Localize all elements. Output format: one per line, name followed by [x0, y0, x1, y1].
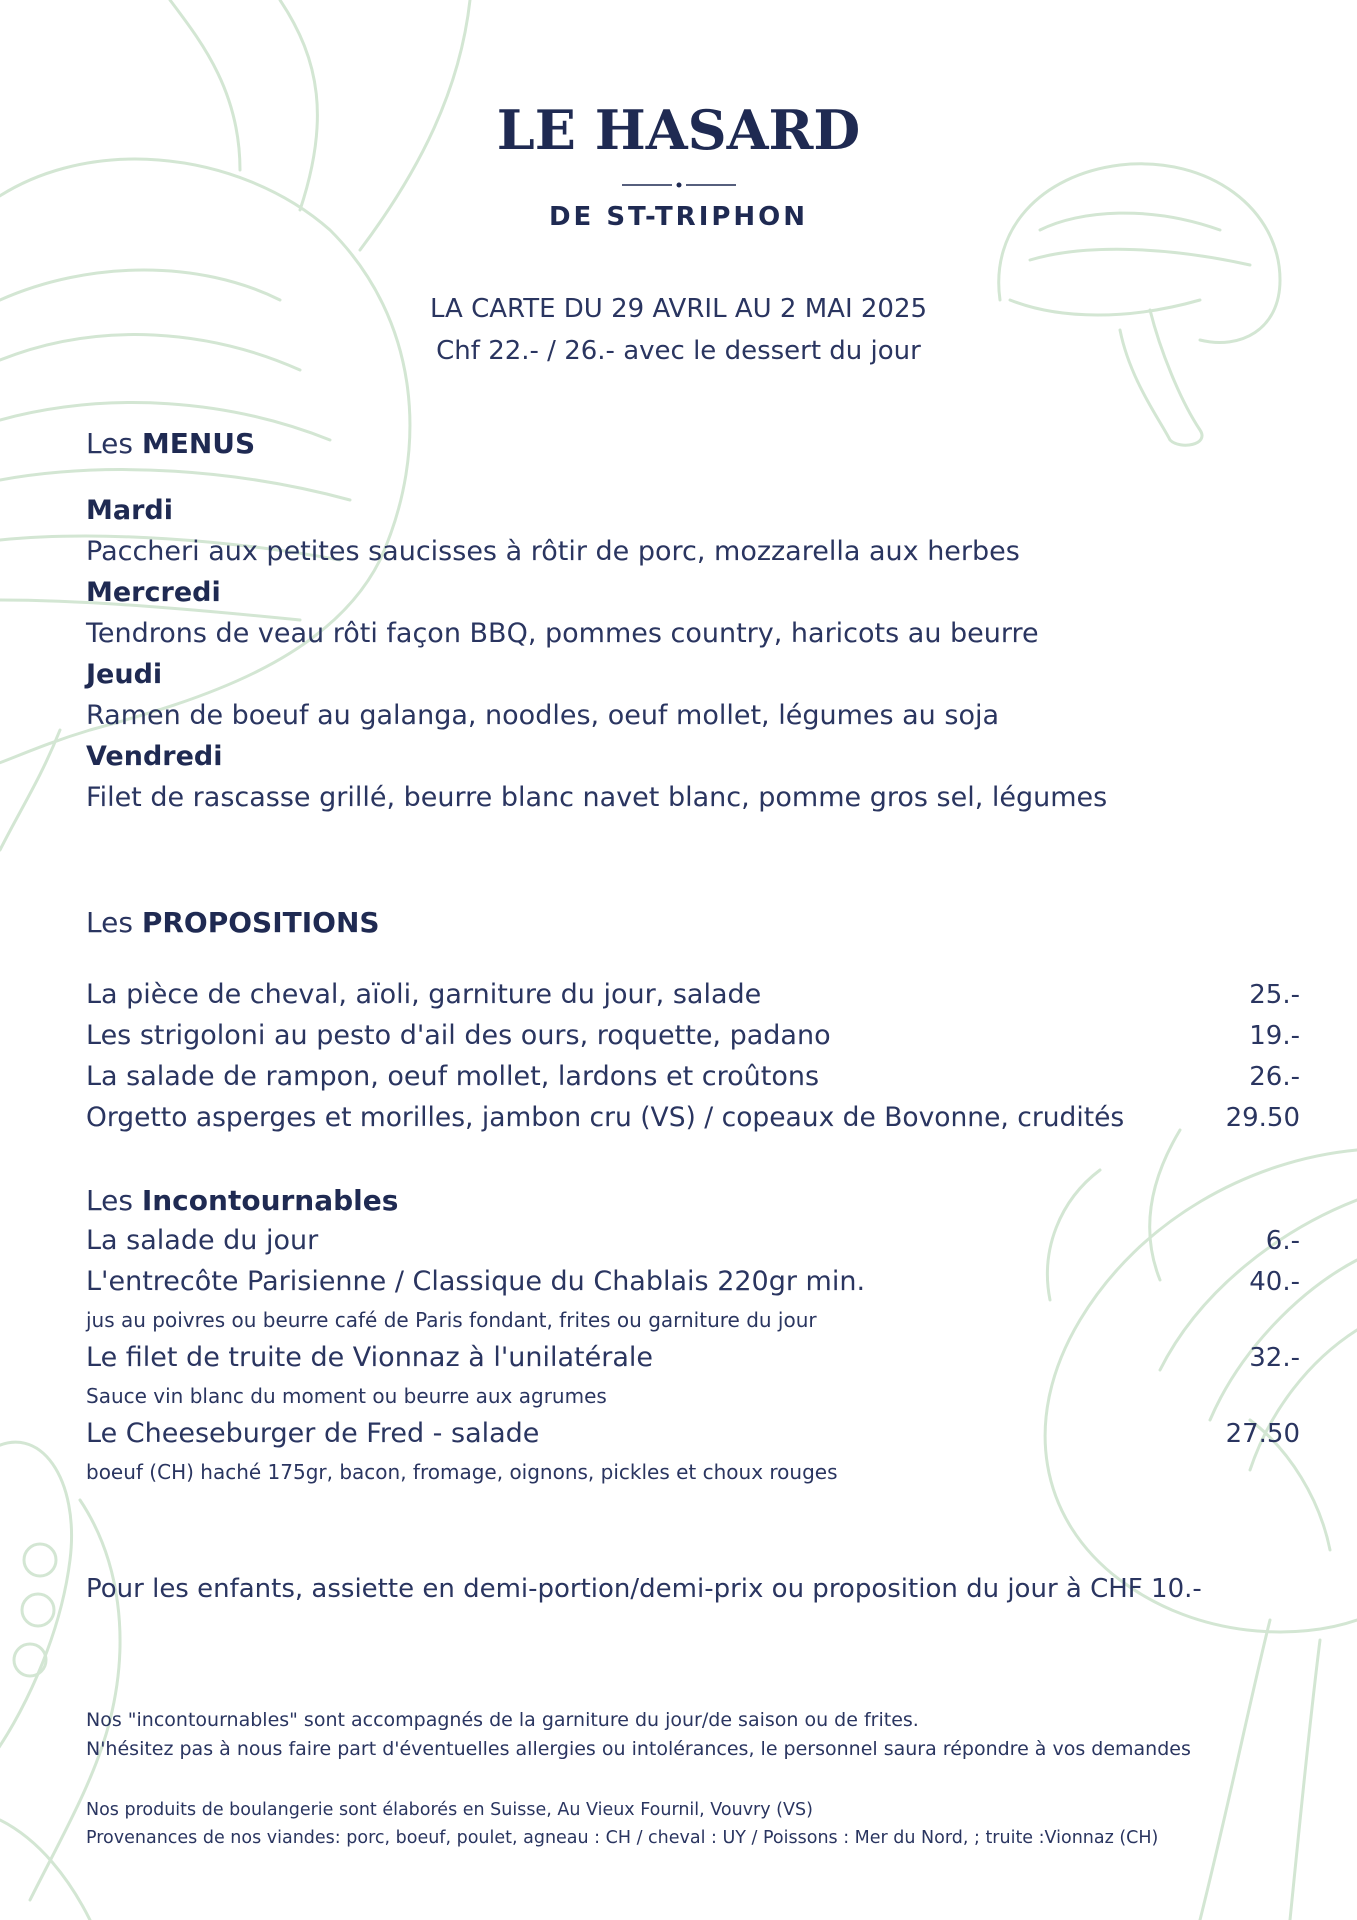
proposition-name: La salade de rampon, oeuf mollet, lardons et croûtons	[86, 1061, 820, 1092]
incontournable-price: 40.-	[1249, 1267, 1300, 1297]
incontournable-price: 32.-	[1249, 1343, 1300, 1373]
footer-origin: Provenances de nos viandes: porc, boeuf, poulet, agneau : CH / cheval : UY / Poissons : Mer du Nord, ; truite :Vionnaz (CH)	[86, 1828, 1159, 1848]
carte-price: Chf 22.- / 26.- avec le dessert du jour	[436, 336, 921, 366]
incontournable-price: 27.50	[1225, 1419, 1300, 1449]
incontournable-detail: Sauce vin blanc du moment ou beurre aux agrumes	[86, 1384, 607, 1408]
menu-dish: Paccheri aux petites saucisses à rôtir de porc, mozzarella aux herbes	[86, 536, 1020, 567]
proposition-price: 29.50	[1225, 1103, 1300, 1133]
radish-illustration	[0, 159, 410, 770]
incontournable-name: La salade du jour	[86, 1225, 319, 1256]
incontournable-name: Le filet de truite de Vionnaz à l'unilatérale	[86, 1342, 653, 1373]
proposition-price: 26.-	[1249, 1062, 1300, 1092]
menu-day: Jeudi	[86, 659, 163, 690]
pea-pod-illustration	[0, 1442, 72, 1760]
menu-day: Mercredi	[86, 577, 221, 608]
section-propositions-heading: Les PROPOSITIONS	[86, 906, 380, 939]
incontournable-detail: jus au poivres ou beurre café de Paris fondant, frites ou garniture du jour	[86, 1308, 817, 1332]
incontournable-price: 6.-	[1265, 1226, 1300, 1256]
restaurant-subtitle: DE ST-TRIPHON	[548, 202, 809, 232]
proposition-name: Les strigoloni au pesto d'ail des ours, roquette, padano	[86, 1020, 831, 1051]
section-menus-heading: Les MENUS	[86, 427, 256, 460]
menu-dish: Ramen de boeuf au galanga, noodles, oeuf mollet, légumes au soja	[86, 700, 1000, 731]
carte-dates: LA CARTE DU 29 AVRIL AU 2 MAI 2025	[429, 294, 928, 324]
proposition-name: Orgetto asperges et morilles, jambon cru (VS) / copeaux de Bovonne, crudités	[86, 1102, 1125, 1133]
kids-note: Pour les enfants, assiette en demi-portion/demi-prix ou proposition du jour à CHF 10.-	[86, 1574, 1202, 1604]
restaurant-name: LE HASARD	[496, 98, 861, 162]
incontournable-name: L'entrecôte Parisienne / Classique du Chablais 220gr min.	[86, 1266, 866, 1297]
menu-day: Vendredi	[86, 741, 223, 772]
proposition-name: La pièce de cheval, aïoli, garniture du jour, salade	[86, 979, 762, 1010]
footer-note: Nos "incontournables" sont accompagnés de la garniture du jour/de saison ou de frites.	[86, 1709, 919, 1731]
section-incontournables-heading: Les Incontournables	[86, 1184, 399, 1217]
menu-dish: Tendrons de veau rôti façon BBQ, pommes country, haricots au beurre	[86, 618, 1039, 649]
menu-day: Mardi	[86, 495, 173, 526]
proposition-price: 19.-	[1249, 1021, 1300, 1051]
menu-dish: Filet de rascasse grillé, beurre blanc navet blanc, pomme gros sel, légumes	[86, 782, 1108, 813]
proposition-price: 25.-	[1249, 980, 1300, 1010]
footer-note: N'hésitez pas à nous faire part d'éventuelles allergies ou intolérances, le personnel saura répondre à vos demandes	[86, 1738, 1191, 1760]
incontournable-name: Le Cheeseburger de Fred - salade	[86, 1418, 540, 1449]
title-divider	[622, 181, 736, 189]
footer-origin: Nos produits de boulangerie sont élaborés en Suisse, Au Vieux Fournil, Vouvry (VS)	[86, 1800, 813, 1820]
incontournable-detail: boeuf (CH) haché 175gr, bacon, fromage, oignons, pickles et choux rouges	[86, 1460, 838, 1484]
